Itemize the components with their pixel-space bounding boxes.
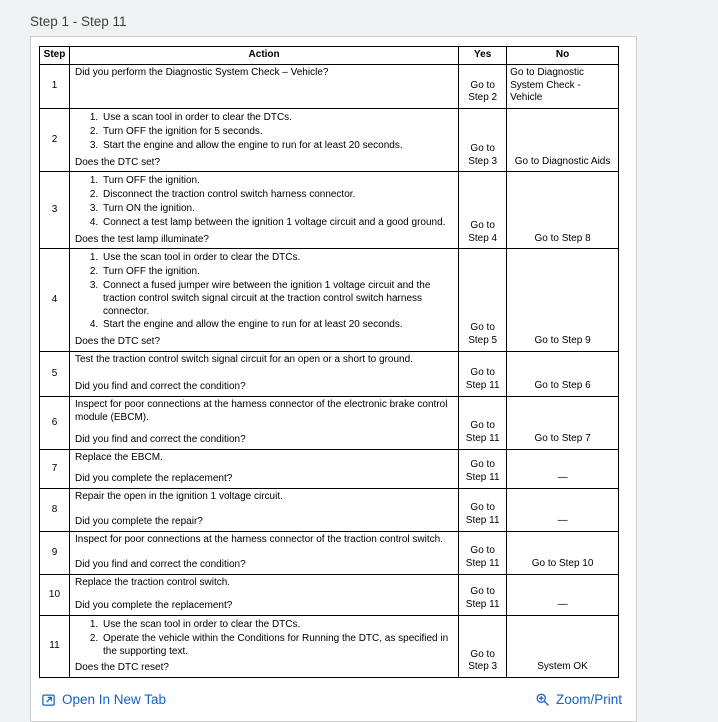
document-panel: [30, 36, 637, 722]
yes-cell: Go to Step 2: [459, 64, 507, 108]
action-question: Did you find and correct the condition?: [74, 434, 246, 446]
action-question: Does the DTC set?: [74, 336, 161, 348]
action-list-item: 2. Turn OFF the ignition for 5 seconds.: [101, 126, 453, 139]
action-question: Did you find and correct the condition?: [74, 381, 246, 393]
table-row: [40, 449, 619, 488]
no-cell: Go to Step 10: [507, 531, 619, 574]
step-number: 7: [40, 449, 70, 488]
no-cell: Go to Step 6: [507, 351, 619, 396]
open-in-new-tab-link[interactable]: [41, 692, 166, 707]
zoom-print-link[interactable]: [535, 692, 622, 707]
table-row: [40, 172, 619, 249]
no-cell: —: [507, 449, 619, 488]
action-list-item: 1. Turn OFF the ignition.: [101, 175, 453, 188]
yes-cell: Go to Step 11: [459, 351, 507, 396]
action-question: Did you find and correct the condition?: [74, 559, 246, 571]
table-row: [40, 531, 619, 574]
action-question: Does the test lamp illuminate?: [74, 233, 209, 245]
yes-cell: Go to Step 11: [459, 574, 507, 615]
action-list-item: 1. Use a scan tool in order to clear the DTCs.: [101, 112, 453, 125]
action-list-item: 3. Connect a fused jumper wire between the ignition 1 voltage circuit and the traction control switch signal circuit at the traction control switch harness connector.: [101, 280, 453, 318]
step-number: 6: [40, 396, 70, 449]
action-text: Replace the traction control switch.: [74, 576, 231, 588]
table-row: [40, 64, 619, 108]
action-text: Test the traction control switch signal circuit for an open or a short to ground.: [74, 353, 413, 365]
action-list-item: 4. Start the engine and allow the engine to run for at least 20 seconds.: [101, 319, 453, 332]
action-list-item: 1. Use the scan tool in order to clear the DTCs.: [101, 252, 453, 265]
action-list-item: 2. Disconnect the traction control switch harness connector.: [101, 189, 453, 202]
action-question: Did you complete the repair?: [74, 516, 203, 528]
step-number: 4: [40, 249, 70, 352]
action-text: Inspect for poor connections at the harness connector of the electronic brake control module (EBCM).: [74, 398, 448, 423]
table-row: [40, 249, 619, 352]
action-list: [75, 619, 453, 659]
table-row: [40, 488, 619, 531]
no-cell: Go to Step 9: [507, 249, 619, 352]
yes-cell: Go to Step 11: [459, 396, 507, 449]
action-text: Did you perform the Diagnostic System Check – Vehicle?: [74, 66, 329, 78]
action-list: [75, 252, 453, 333]
open-in-new-tab-icon: [41, 692, 56, 707]
action-list-item: 3. Turn ON the ignition.: [101, 203, 453, 216]
action-question: Did you complete the replacement?: [74, 473, 233, 485]
action-list-item: 4. Connect a test lamp between the ignition 1 voltage circuit and a good ground.: [101, 217, 453, 230]
table-row: [40, 396, 619, 449]
action-list-item: 3. Start the engine and allow the engine to run for at least 20 seconds.: [101, 140, 453, 153]
no-cell: Go to Step 8: [507, 172, 619, 249]
table-header-row: [40, 47, 619, 65]
yes-cell: Go to Step 11: [459, 531, 507, 574]
panel-footer: [39, 678, 626, 717]
action-list: [75, 112, 453, 153]
step-number: 8: [40, 488, 70, 531]
action-question: Does the DTC reset?: [74, 662, 169, 674]
action-text: Replace the EBCM.: [74, 451, 163, 463]
magnifier-zoom-icon: [535, 692, 550, 707]
action-list-item: 2. Turn OFF the ignition.: [101, 266, 453, 279]
action-text: Inspect for poor connections at the harness connector of the traction control switch.: [74, 533, 443, 545]
yes-cell: Go to Step 4: [459, 172, 507, 249]
header-yes: Yes: [459, 47, 507, 65]
open-in-new-tab-label: Open In New Tab: [62, 692, 167, 708]
yes-cell: Go to Step 3: [459, 615, 507, 677]
table-row: [40, 351, 619, 396]
no-cell: System OK: [507, 615, 619, 677]
header-action: Action: [69, 47, 458, 65]
header-no: No: [507, 47, 619, 65]
table-row: [40, 574, 619, 615]
table-row: [40, 109, 619, 172]
table-row: [40, 615, 619, 677]
action-list-item: 1. Use the scan tool in order to clear the DTCs.: [101, 619, 453, 632]
step-number: 9: [40, 531, 70, 574]
no-cell: Go to Diagnostic Aids: [507, 109, 619, 172]
yes-cell: Go to Step 11: [459, 449, 507, 488]
no-cell: —: [507, 574, 619, 615]
action-list: [75, 175, 453, 230]
step-number: 5: [40, 351, 70, 396]
yes-cell: Go to Step 3: [459, 109, 507, 172]
yes-cell: Go to Step 11: [459, 488, 507, 531]
step-number: 1: [40, 64, 70, 108]
yes-cell: Go to Step 5: [459, 249, 507, 352]
no-cell: —: [507, 488, 619, 531]
page-title: Step 1 - Step 11: [30, 14, 127, 29]
no-cell: Go to Step 7: [507, 396, 619, 449]
step-number: 10: [40, 574, 70, 615]
step-number: 11: [40, 615, 70, 677]
action-list-item: 2. Operate the vehicle within the Conditions for Running the DTC, as specified in the supporting text.: [101, 633, 453, 659]
no-cell: Go to Diagnostic System Check - Vehicle: [507, 64, 619, 108]
step-number: 3: [40, 172, 70, 249]
header-step: Step: [40, 47, 70, 65]
step-number: 2: [40, 109, 70, 172]
action-text: Repair the open in the ignition 1 voltage circuit.: [74, 490, 283, 502]
diagnostic-table: [39, 46, 619, 678]
action-question: Does the DTC set?: [74, 156, 161, 168]
zoom-print-label: Zoom/Print: [555, 692, 622, 708]
action-question: Did you complete the replacement?: [74, 600, 233, 612]
